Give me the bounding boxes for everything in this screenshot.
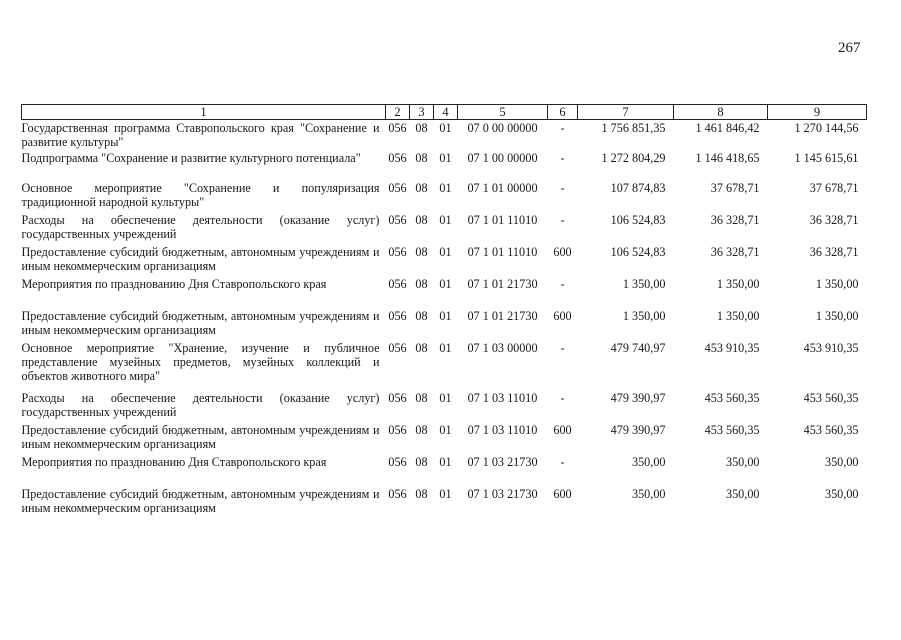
row-name: Предоставление субсидий бюджетным, автономным учреждениям и иным некоммерческим организациям (21, 422, 380, 451)
row-amount-col7: 479 390,97 (610, 422, 666, 437)
table-row (22, 422, 867, 454)
row-name: Предоставление субсидий бюджетным, автономным учреждениям и иным некоммерческим организациям (21, 308, 380, 337)
row-amount-col7: 1 350,00 (622, 308, 666, 323)
row-expense-type: 600 (553, 486, 572, 501)
table-row (22, 150, 867, 180)
row-department-code: 056 (388, 212, 407, 227)
row-name: Мероприятия по празднованию Дня Ставропольского края (21, 454, 327, 469)
row-subsection-code: 01 (439, 244, 452, 259)
row-amount-col9: 350,00 (824, 454, 859, 469)
row-section-code: 08 (415, 212, 428, 227)
row-section-code: 08 (415, 276, 428, 291)
row-section-code: 08 (415, 121, 428, 135)
row-section-code: 08 (415, 486, 428, 501)
row-expense-type: - (560, 276, 565, 291)
table-row (22, 454, 867, 486)
table-row (22, 308, 867, 340)
row-subsection-code: 01 (439, 308, 452, 323)
table-row (22, 390, 867, 422)
page-number: 267 (838, 40, 861, 56)
row-department-code: 056 (388, 150, 407, 165)
row-name: Основное мероприятие "Хранение, изучение и публичное представление музейных предметов, музейных коллекций и объектов животного мира" (21, 340, 380, 383)
row-subsection-code: 01 (439, 486, 452, 501)
row-amount-col9: 37 678,71 (809, 180, 859, 195)
row-section-code: 08 (415, 308, 428, 323)
row-amount-col7: 479 740,97 (610, 340, 666, 355)
row-expense-type: - (560, 180, 565, 195)
row-amount-col8: 36 328,71 (710, 212, 760, 227)
row-target-article: 07 1 01 00000 (467, 180, 538, 195)
row-amount-col9: 453 910,35 (803, 340, 859, 355)
budget-table (21, 104, 867, 516)
row-subsection-code: 01 (439, 150, 452, 165)
row-amount-col7: 106 524,83 (610, 212, 666, 227)
row-section-code: 08 (415, 150, 428, 165)
header-cell-7: 7 (578, 105, 674, 120)
row-target-article: 07 1 00 00000 (467, 150, 538, 165)
header-cell-9: 9 (768, 105, 867, 120)
row-expense-type: 600 (553, 308, 572, 323)
row-amount-col7: 350,00 (631, 454, 666, 469)
row-name: Государственная программа Ставропольского края "Сохранение и развитие культуры" (21, 121, 380, 149)
table-row (22, 276, 867, 308)
row-amount-col8: 37 678,71 (710, 180, 760, 195)
row-subsection-code: 01 (439, 212, 452, 227)
row-amount-col9: 36 328,71 (809, 244, 859, 259)
row-amount-col8: 350,00 (725, 454, 760, 469)
table-row (22, 486, 867, 516)
header-row (22, 105, 867, 120)
row-department-code: 056 (388, 340, 407, 355)
row-target-article: 07 1 01 21730 (467, 276, 538, 291)
row-expense-type: - (560, 390, 565, 405)
row-department-code: 056 (388, 276, 407, 291)
row-expense-type: 600 (553, 244, 572, 259)
row-amount-col7: 107 874,83 (610, 180, 666, 195)
row-name: Мероприятия по празднованию Дня Ставропольского края (21, 276, 327, 291)
table-row (22, 212, 867, 244)
row-target-article: 07 1 03 00000 (467, 340, 538, 355)
row-amount-col7: 1 350,00 (622, 276, 666, 291)
row-amount-col9: 1 145 615,61 (794, 150, 859, 165)
row-department-code: 056 (388, 121, 407, 135)
row-amount-col7: 350,00 (631, 486, 666, 501)
row-target-article: 07 1 03 11010 (467, 422, 538, 437)
row-expense-type: - (560, 150, 565, 165)
row-target-article: 07 1 01 21730 (467, 308, 538, 323)
row-section-code: 08 (415, 454, 428, 469)
row-department-code: 056 (388, 390, 407, 405)
row-expense-type: - (560, 340, 565, 355)
table-row (22, 340, 867, 390)
row-target-article: 07 1 03 21730 (467, 486, 538, 501)
row-amount-col8: 453 560,35 (704, 422, 760, 437)
row-subsection-code: 01 (439, 180, 452, 195)
row-target-article: 07 0 00 00000 (467, 121, 538, 135)
row-amount-col7: 1 272 804,29 (601, 150, 666, 165)
row-amount-col8: 36 328,71 (710, 244, 760, 259)
row-department-code: 056 (388, 454, 407, 469)
row-amount-col8: 1 350,00 (716, 308, 760, 323)
row-subsection-code: 01 (439, 422, 452, 437)
row-expense-type: - (560, 121, 565, 135)
row-department-code: 056 (388, 422, 407, 437)
row-target-article: 07 1 01 11010 (467, 244, 538, 259)
row-amount-col9: 36 328,71 (809, 212, 859, 227)
table-row (22, 180, 867, 212)
row-section-code: 08 (415, 244, 428, 259)
header-cell-4: 4 (434, 105, 458, 120)
row-section-code: 08 (415, 422, 428, 437)
header-cell-6: 6 (548, 105, 578, 120)
row-subsection-code: 01 (439, 121, 452, 135)
row-amount-col9: 350,00 (824, 486, 859, 501)
row-expense-type: - (560, 212, 565, 227)
row-amount-col9: 453 560,35 (803, 390, 859, 405)
row-target-article: 07 1 01 11010 (467, 212, 538, 227)
row-department-code: 056 (388, 180, 407, 195)
table-row (22, 244, 867, 276)
row-subsection-code: 01 (439, 454, 452, 469)
row-name: Предоставление субсидий бюджетным, автономным учреждениям и иным некоммерческим организациям (21, 244, 380, 273)
row-expense-type: - (560, 454, 565, 469)
row-amount-col8: 453 910,35 (704, 340, 760, 355)
row-subsection-code: 01 (439, 340, 452, 355)
row-section-code: 08 (415, 340, 428, 355)
row-amount-col8: 350,00 (725, 486, 760, 501)
header-cell-8: 8 (674, 105, 768, 120)
row-amount-col8: 1 350,00 (716, 276, 760, 291)
row-name: Расходы на обеспечение деятельности (оказание услуг) государственных учреждений (21, 390, 380, 419)
header-cell-3: 3 (410, 105, 434, 120)
row-department-code: 056 (388, 244, 407, 259)
row-subsection-code: 01 (439, 276, 452, 291)
row-target-article: 07 1 03 21730 (467, 454, 538, 469)
row-amount-col7: 106 524,83 (610, 244, 666, 259)
header-cell-1: 1 (22, 105, 386, 120)
row-name: Подпрограмма "Сохранение и развитие культурного потенциала" (21, 150, 361, 165)
row-amount-col9: 1 270 144,56 (794, 121, 859, 135)
row-amount-col7: 479 390,97 (610, 390, 666, 405)
row-amount-col9: 1 350,00 (815, 308, 859, 323)
row-amount-col8: 1 146 418,65 (695, 150, 760, 165)
row-name: Расходы на обеспечение деятельности (оказание услуг) государственных учреждений (21, 212, 380, 241)
row-subsection-code: 01 (439, 390, 452, 405)
row-amount-col9: 453 560,35 (803, 422, 859, 437)
row-section-code: 08 (415, 180, 428, 195)
row-section-code: 08 (415, 390, 428, 405)
row-expense-type: 600 (553, 422, 572, 437)
row-name: Предоставление субсидий бюджетным, автономным учреждениям и иным некоммерческим организациям (21, 486, 380, 515)
row-department-code: 056 (388, 308, 407, 323)
header-cell-5: 5 (458, 105, 548, 120)
row-amount-col8: 453 560,35 (704, 390, 760, 405)
row-target-article: 07 1 03 11010 (467, 390, 538, 405)
row-amount-col8: 1 461 846,42 (695, 121, 760, 135)
row-department-code: 056 (388, 486, 407, 501)
table-row (22, 120, 867, 150)
row-amount-col9: 1 350,00 (815, 276, 859, 291)
row-amount-col7: 1 756 851,35 (601, 121, 666, 135)
row-name: Основное мероприятие "Сохранение и популяризация традиционной народной культуры" (21, 180, 380, 209)
header-cell-2: 2 (386, 105, 410, 120)
